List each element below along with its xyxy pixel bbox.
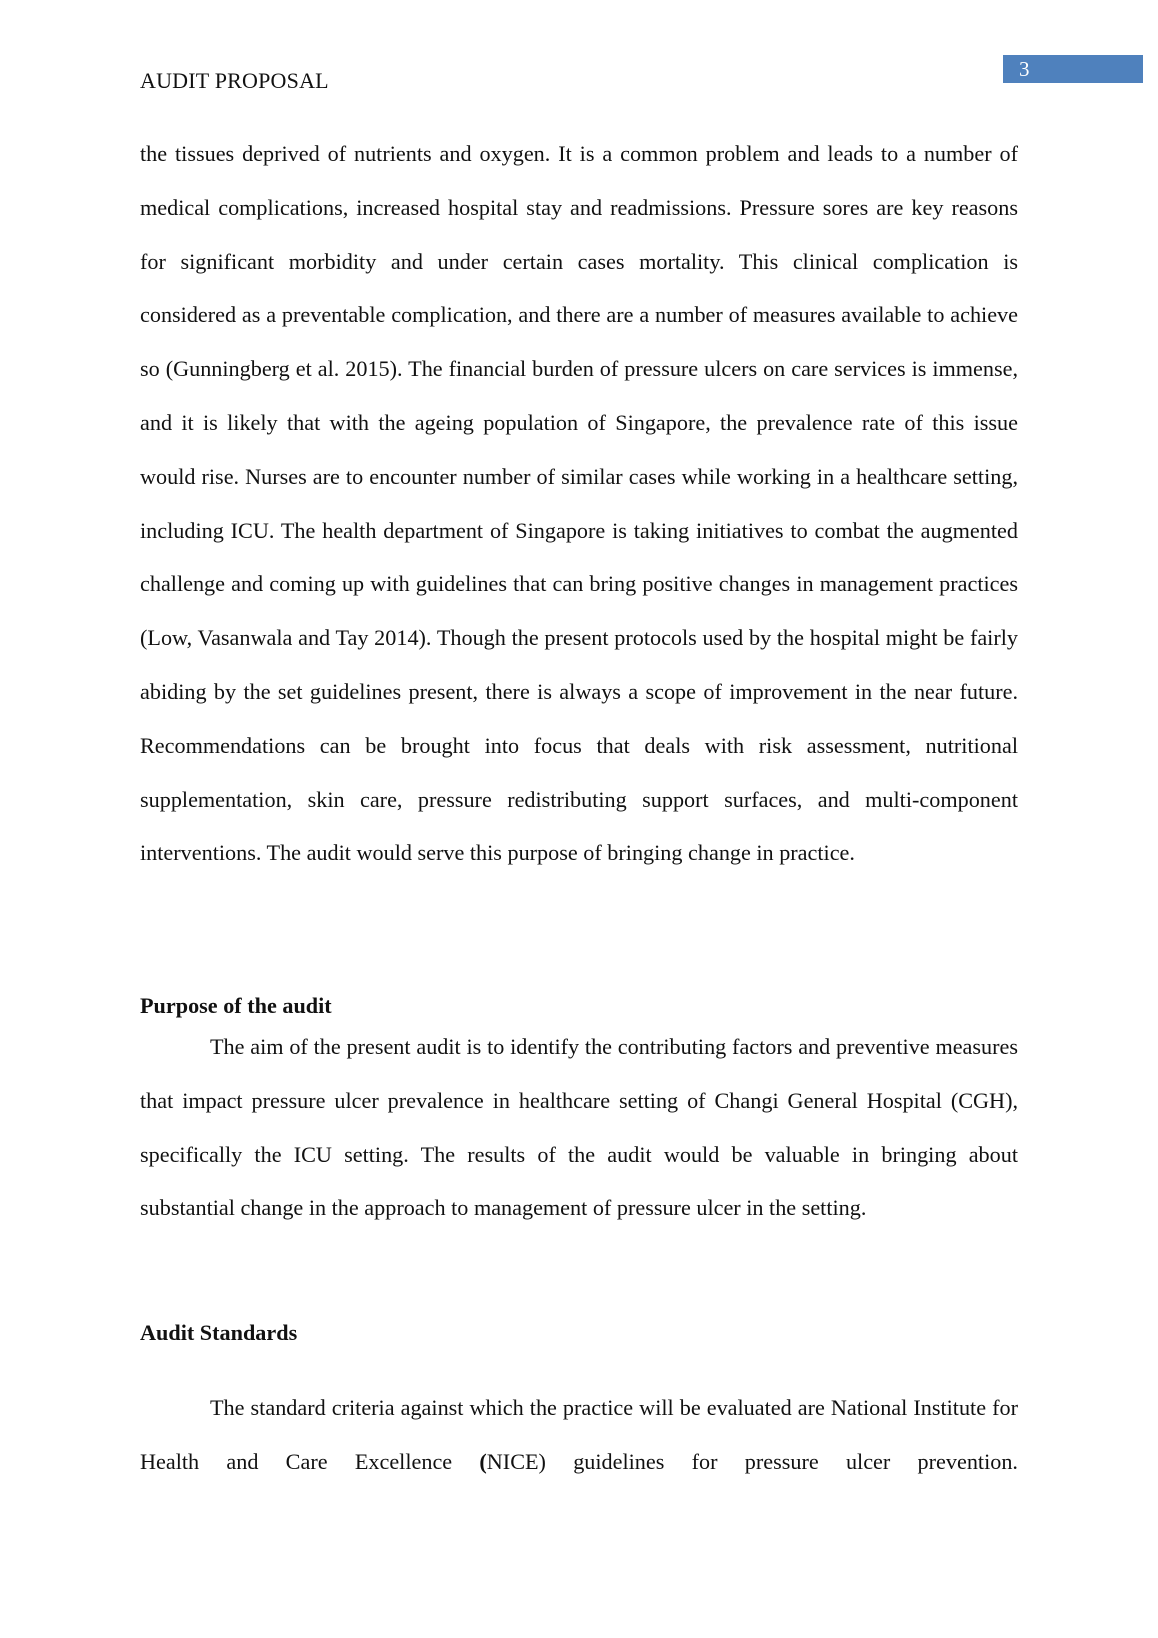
- body-paragraph-1: the tissues deprived of nutrients and oxygen. It is a common problem and leads to a number of medical complications, increased hospital stay and readmissions. Pressure sores are key reasons for significant morbidity and under certain cases mortality. This clinical complication is considered as a preventable complication, and there are a number of measures available to achieve so (Gunningberg et al. 2015). The financial burden of pressure ulcers on care services is immense, and it is likely that with the ageing population of Singapore, the prevalence rate of this issue would rise. Nurses are to encounter number of similar cases while working in a healthcare setting, including ICU. The health department of Singapore is taking initiatives to combat the augmented challenge and coming up with guidelines that can bring positive changes in management practices (Low, Vasanwala and Tay 2014). Though the present protocols used by the hospital might be fairly abiding by the set guidelines present, there is always a scope of improvement in the near future. Recommendations can be brought into focus that deals with risk assessment, nutritional supplementation, skin care, pressure redistributing support surfaces, and multi-component interventions. The audit would serve this purpose of bringing change in practice.: [140, 141, 1018, 866]
- body-paragraph-2: The aim of the present audit is to identify the contributing factors and preventive measures that impact pressure ulcer prevalence in healthcare setting of Changi General Hospital (CGH), specifically the ICU setting. The results of the audit would be valuable in bringing about substantial change in the approach to management of pressure ulcer in the setting.: [140, 1034, 1018, 1221]
- body-paragraph-3: [140, 1381, 1018, 1489]
- section-heading-audit-standards: Audit Standards: [140, 1320, 298, 1345]
- page-number: [1003, 55, 1143, 83]
- section-heading-purpose: Purpose of the audit: [140, 993, 332, 1018]
- running-head: AUDIT PROPOSAL: [140, 68, 329, 93]
- paragraph-3-text-before: The standard criteria against which the practice will be evaluated are National Institute for Health and Care Excellence: [140, 1395, 1018, 1474]
- paragraph-3-text-after: NICE) guidelines for pressure ulcer prevention.: [486, 1448, 1018, 1474]
- page-number-text: 3: [1019, 57, 1030, 81]
- paragraph-3-bold-paren: (: [479, 1448, 487, 1474]
